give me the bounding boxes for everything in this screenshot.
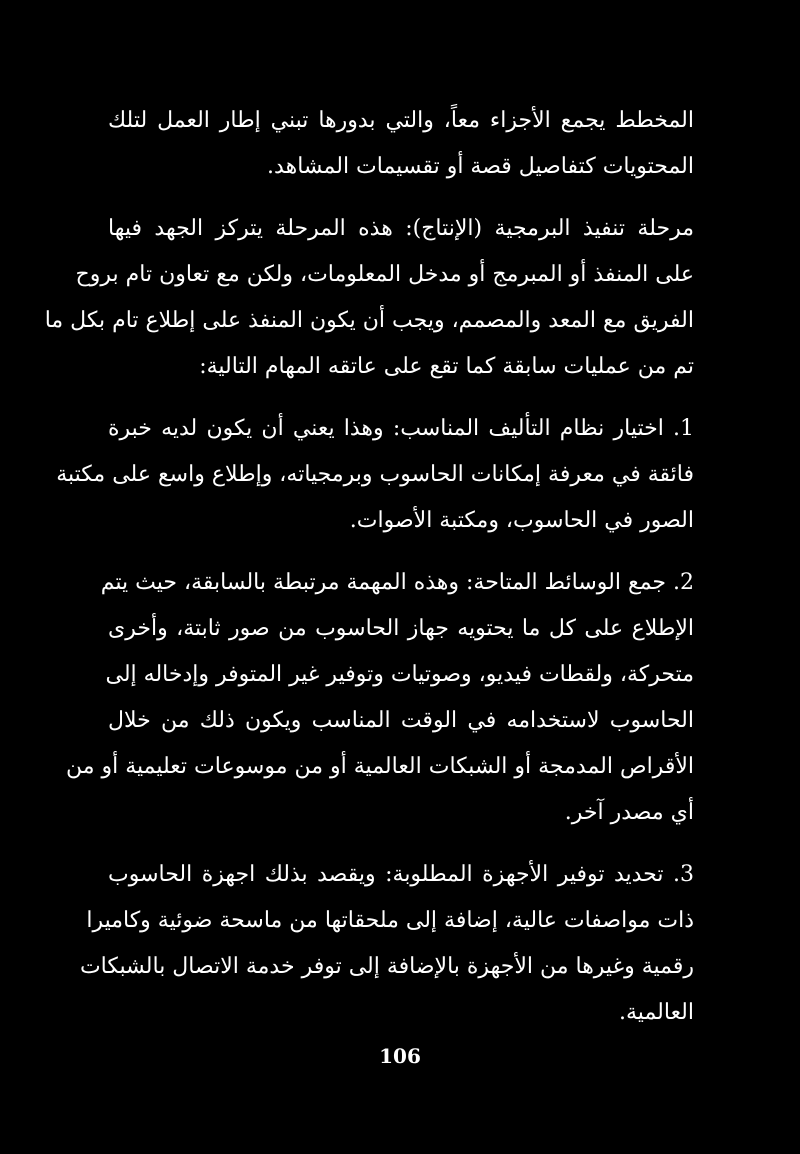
text-line: فائقة في معرفة إمكانات الحاسوب وبرمجياته، وإطلاع واسع على مكتبة [56,462,694,487]
text-line: رقمية وغيرها من الأجهزة بالإضافة إلى توفر خدمة الاتصال بالشبكات [79,954,694,979]
text-line: ذات مواصفات عالية، إضافة إلى ملحقاتها من ماسحة ضوئية وكاميرا [86,908,694,933]
text-line: متحركة، ولقطات فيديو، وصوتيات وتوفير غير المتوفر وإدخاله إلى [105,662,694,687]
list-item [65,560,694,836]
text-line: الإطلاع على كل ما يحتويه جهاز الحاسوب من صور ثابتة، وأخرى [108,616,694,641]
text-line: الحاسوب لاستخدامه في الوقت المناسب ويكون ذلك من خلال [108,708,694,733]
text-line: المخطط يجمع الأجزاء معاً، والتي بدورها تبني إطار العمل لتلك [108,108,694,133]
page-number: 106 [379,1044,421,1068]
text-line: أي مصدر آخر. [564,800,694,825]
text-line: تم من عمليات سابقة كما تقع على عاتقه المهام التالية: [199,354,694,379]
text-line: العالمية. [619,1000,694,1025]
text-line: 2. جمع الوسائط المتاحة: وهذه المهمة مرتبطة بالسابقة، حيث يتم [100,570,694,595]
text-line: الأقراص المدمجة أو الشبكات العالمية أو من موسوعات تعليمية أو من [65,754,694,779]
list-item [56,406,694,544]
text-line: الفريق مع المعد والمصمم، ويجب أن يكون المنفذ على إطلاع تام بكل ما [44,308,694,333]
text-line: مرحلة تنفيذ البرمجية (الإنتاج): هذه المرحلة يتركز الجهد فيها [108,216,694,241]
text-line: 3. تحديد توفير الأجهزة المطلوبة: ويقصد بذلك اجهزة الحاسوب [108,862,694,887]
text-line: المحتويات كتفاصيل قصة أو تقسيمات المشاهد. [267,154,694,179]
text-line: الصور في الحاسوب، ومكتبة الأصوات. [349,508,694,533]
list-item [79,852,694,1036]
paragraph [108,98,694,190]
paragraph [44,206,694,390]
page-body [44,98,694,1036]
text-line: 1. اختيار نظام التأليف المناسب: وهذا يعني أن يكون لديه خبرة [108,416,694,441]
text-line: على المنفذ أو المبرمج أو مدخل المعلومات، ولكن مع تعاون تام بروح [75,262,694,287]
